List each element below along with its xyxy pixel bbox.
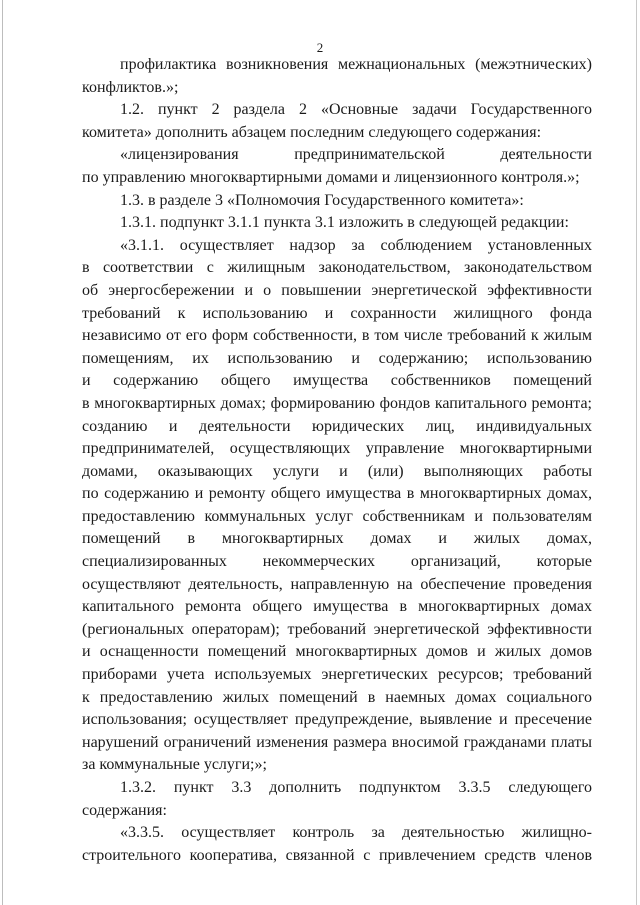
text-line: капитального ремонта общего имущества в многоквартирных домах: [82, 598, 592, 616]
text-line: (региональных операторам); требований энергетической эффективности: [82, 620, 592, 638]
text-line: к предоставлению жилых помещений в наемных домах социального: [82, 688, 592, 706]
text-line: за коммунальные услуги;»;: [82, 756, 267, 774]
text-line: приборами учета используемых энергетических ресурсов; требований: [82, 666, 592, 684]
text-line: «3.1.1. осуществляет надзор за соблюдением установленных: [120, 236, 592, 254]
text-line: комитета» дополнить абзацем последним следующего содержания:: [82, 123, 542, 141]
page-number: 2: [316, 40, 324, 55]
text-line: домами, оказывающих услуги и (или) выполняющих работы: [82, 462, 592, 480]
text-line: 1.3.2. пункт 3.3 дополнить подпунктом 3.3.5 следующего: [120, 779, 592, 796]
text-line: независимо от его форм собственности, в том числе требований к жилым: [82, 327, 592, 345]
text-line: 1.3. в разделе 3 «Полномочия Государственного комитета»:: [120, 191, 524, 209]
text-line: 1.2. пункт 2 раздела 2 «Основные задачи Государственного: [120, 101, 592, 119]
text-line: строительного кооператива, связанной с привлечением средств членов: [82, 846, 592, 864]
text-line: 1.3.1. подпункт 3.1.1 пункта 3.1 изложить в следующей редакции:: [120, 214, 569, 232]
text-line: «3.3.5. осуществляет контроль за деятельностью жилищно-: [120, 824, 592, 842]
text-line: помещениям, их использованию и содержанию; использованию: [82, 349, 592, 367]
text-line: в многоквартирных домах; формированию фондов капитального ремонта;: [82, 394, 592, 412]
text-line: и оснащенности помещений многоквартирных домов и жилых домов: [82, 643, 592, 661]
text-line: по содержанию и ремонту общего имущества в многоквартирных домах,: [82, 485, 592, 503]
text-line: в соответствии с жилищным законодательством, законодательством: [82, 259, 592, 277]
text-line: специализированных некоммерческих организаций, которые: [82, 553, 592, 571]
text-line: содержания:: [82, 801, 167, 819]
text-line: профилактика возникновения межнациональных (межэтнических): [120, 56, 592, 73]
scan-edge-right: [636, 0, 637, 905]
text-line: предпринимателей, осуществляющих управление многоквартирными: [82, 440, 592, 458]
document-body: [82, 54, 592, 867]
text-line: по управлению многоквартирными домами и лицензионного контроля.»;: [82, 168, 580, 186]
text-line: нарушений ограничений изменения размера вносимой гражданами платы: [82, 733, 592, 751]
text-line: конфликтов.»;: [82, 78, 179, 96]
text-line: требований к использованию и сохранности жилищного фонда: [82, 304, 592, 322]
text-line: помещений в многоквартирных домах и жилых домах,: [82, 530, 592, 548]
text-line: созданию и деятельности юридических лиц, индивидуальных: [82, 417, 592, 435]
text-line: «лицензирования предпринимательской деятельности: [120, 146, 592, 164]
scan-edge-left: [2, 0, 3, 905]
text-line: осуществляют деятельность, направленную на обеспечение проведения: [82, 575, 592, 593]
text-line: и содержанию общего имущества собственников помещений: [82, 372, 592, 390]
text-line: использования; осуществляет предупреждение, выявление и пресечение: [82, 711, 592, 729]
text-line: предоставлению коммунальных услуг собственникам и пользователям: [82, 507, 592, 525]
text-line: об энергосбережении и о повышении энергетической эффективности: [82, 281, 592, 299]
